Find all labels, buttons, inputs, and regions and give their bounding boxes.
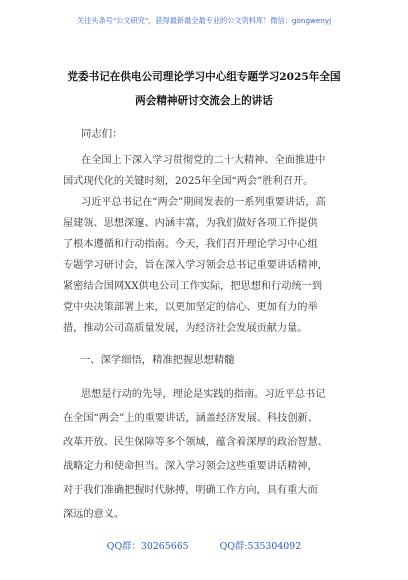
paragraph-line: 在全国“两会”上的重要讲话，涵盖经济发展、科技创新、	[63, 413, 318, 424]
paragraph-line: 措，推动公司高质量发展，为经济社会发展贡献力量。	[63, 323, 308, 334]
section-heading-1: 一、深学细悟，精准把握思想精髓	[80, 354, 235, 366]
paragraph-line: 专题学习研讨会，旨在深入学习领会总书记重要讲话精神，	[63, 260, 328, 271]
paragraph-line: 战略定力和使命担当。深入学习领会这些重要讲话精神，	[63, 461, 318, 472]
qq-group-2: QQ群:535304092	[219, 541, 302, 552]
paragraph-line: 深远的意义。	[63, 509, 125, 520]
qq-group-1: QQ群：30265665	[106, 541, 189, 552]
footer-qq-groups	[0, 538, 408, 552]
paragraph-line: 党中央决策部署上来，以更加坚定的信心、更加有力的举	[63, 302, 318, 313]
paragraph-line: 在全国上下深入学习贯彻党的二十大精神、全面推进中	[81, 155, 326, 166]
paragraph-line: 屋建瓴、思想深邃、内涵丰富，为我们做好各项工作提供	[63, 218, 318, 229]
salutation: 同志们：	[81, 128, 123, 140]
paragraph-line: 了根本遵循和行动指南。今天，我们召开理论学习中心组	[63, 239, 318, 250]
paragraph-line: 国式现代化的关键时刻，2025年全国“两会”胜利召开。	[63, 176, 314, 187]
document-title-line-1: 党委书记在供电公司理论学习中心组专题学习2025年全国	[67, 71, 341, 83]
paragraph-line: 紧密结合国网XX供电公司工作实际，把思想和行动统一到	[63, 281, 323, 292]
paragraph-line: 改革开放、民生保障等多个领域，蕴含着深厚的政治智慧、	[63, 437, 328, 448]
document-title-line-2: 两会精神研讨交流会上的讲话	[135, 95, 273, 107]
paragraph-line: 对于我们准确把握时代脉搏，明确工作方向，具有重大而	[63, 485, 318, 496]
promo-header: 关注头条号"公文研究"，获得最新最全最专业的公文资料库！微信：gongwenyj	[76, 16, 332, 25]
paragraph-line: 思想是行动的先导，理论是实践的指南。习近平总书记	[81, 389, 326, 400]
paragraph-line: 习近平总书记在“两会”期间发表的一系列重要讲话，高	[81, 197, 326, 208]
